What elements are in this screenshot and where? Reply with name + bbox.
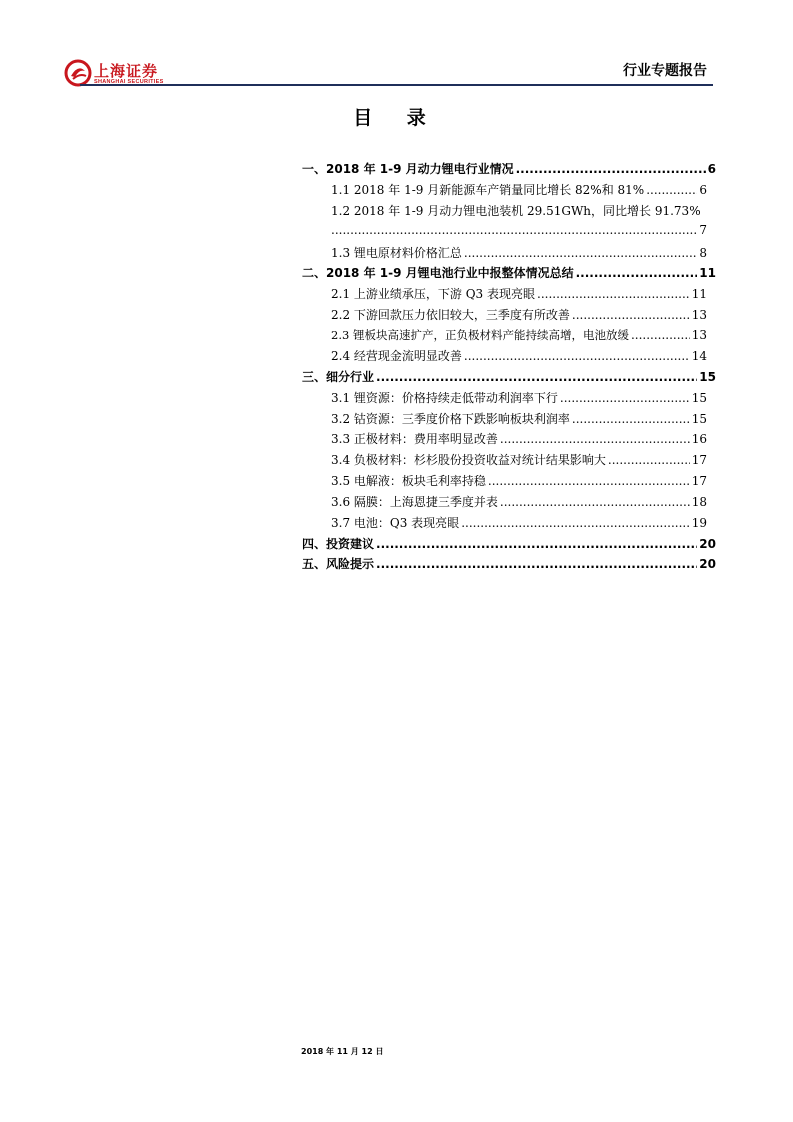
toc-entry-page: 8: [699, 246, 707, 260]
toc-leader-dots: [376, 537, 697, 551]
toc-entry-text: 一、2018 年 1-9 月动力锂电行业情况: [302, 162, 514, 176]
toc-entry-3-4[interactable]: [331, 451, 707, 469]
toc-leader-dots: [572, 308, 690, 322]
toc-leader-dots: [488, 474, 690, 488]
toc-entry-text: 2.2 下游回款压力依旧较大，三季度有所改善: [331, 308, 570, 322]
toc-entry-page: 20: [699, 537, 716, 551]
toc-entry-page: 7: [699, 223, 707, 237]
toc-entry-text: 2.1 上游业绩承压，下游 Q3 表现亮眼: [331, 287, 536, 301]
toc-entry-chapter-5[interactable]: [302, 555, 716, 573]
toc-entry-page: 6: [699, 183, 707, 197]
toc-entry-2-3[interactable]: [331, 327, 707, 345]
toc-entry-chapter-2[interactable]: [302, 264, 716, 282]
toc-entry-chapter-4[interactable]: [302, 535, 716, 553]
toc-leader-dots: [537, 287, 690, 301]
toc-entry-text: 3.7 电池：Q3 表现亮眼: [331, 516, 460, 530]
toc-entry-text: 2.3 锂板块高速扩产，正负极材料产能持续高增，电池放缓: [331, 328, 629, 342]
toc-entry-1-1[interactable]: [331, 181, 707, 199]
header-divider: [80, 84, 713, 86]
toc-entry-text: 3.6 隔膜：上海恩捷三季度并表: [331, 495, 498, 509]
toc-entry-text: 1.3 锂电原材料价格汇总: [331, 246, 462, 260]
toc-entry-page: 6: [707, 162, 716, 176]
toc-entry-page: 17: [691, 474, 707, 488]
toc-entry-3-2[interactable]: [331, 410, 707, 428]
toc-leader-dots: [376, 557, 697, 571]
toc-entry-chapter-3[interactable]: [302, 368, 716, 386]
toc-entry-text: 二、2018 年 1-9 月锂电池行业中报整体情况总结: [302, 266, 574, 280]
toc-leader-dots: [560, 391, 690, 405]
toc-entry-page: 17: [691, 453, 707, 467]
toc-entry-3-3[interactable]: [331, 430, 707, 448]
toc-leader-dots: [461, 516, 690, 530]
logo-chinese-name: 上海证券: [94, 62, 159, 80]
toc-entry-1-2-continuation[interactable]: [331, 223, 707, 241]
toc-entry-page: 14: [691, 349, 707, 363]
toc-leader-dots: [464, 246, 697, 260]
toc-leader-dots: [516, 162, 706, 176]
toc-leader-dots: [500, 432, 690, 446]
toc-leader-dots: [376, 370, 697, 384]
toc-entry-3-7[interactable]: [331, 514, 707, 532]
toc-entry-text: 3.5 电解液：板块毛利率持稳: [331, 474, 486, 488]
toc-leader-dots: [464, 349, 690, 363]
report-date: 2018 年 11 月 12 日: [301, 1047, 384, 1056]
toc-entry-3-6[interactable]: [331, 493, 707, 511]
toc-entry-1-2[interactable]: [331, 202, 707, 220]
toc-title: 目 录: [353, 107, 440, 129]
toc-entry-3-1[interactable]: [331, 389, 707, 407]
toc-entry-text: 3.3 正极材料：费用率明显改善: [331, 432, 498, 446]
toc-entry-chapter-1[interactable]: [302, 160, 716, 178]
toc-entry-page: 19: [691, 516, 707, 530]
toc-entry-page: 18: [691, 495, 707, 509]
toc-entry-text: 五、风险提示: [302, 557, 375, 571]
toc-entry-page: 15: [691, 412, 707, 426]
toc-leader-dots: [631, 328, 690, 342]
toc-entry-text: 1.2 2018 年 1-9 月动力锂电池装机 29.51GWh，同比增长 91.73%: [331, 204, 701, 218]
toc-entry-1-3[interactable]: [331, 244, 707, 262]
toc-leader-dots: [576, 266, 698, 280]
toc-entry-page: 13: [691, 308, 707, 322]
toc-leader-dots: [331, 223, 697, 237]
toc-entry-3-5[interactable]: [331, 472, 707, 490]
toc-leader-dots: [608, 453, 690, 467]
logo-english-name: SHANGHAI SECURITIES: [94, 79, 164, 85]
toc-entry-text: 3.2 钴资源：三季度价格下跌影响板块利润率: [331, 412, 570, 426]
report-type-label: 行业专题报告: [623, 63, 707, 79]
toc-entry-2-1[interactable]: [331, 285, 707, 303]
toc-entry-text: 3.4 负极材料：杉杉股份投资收益对统计结果影响大: [331, 453, 606, 467]
toc-entry-page: 16: [691, 432, 707, 446]
toc-leader-dots: [572, 412, 690, 426]
toc-leader-dots: [646, 183, 697, 197]
toc-entry-page: 20: [699, 557, 716, 571]
toc-entry-page: 11: [691, 287, 707, 301]
toc-entry-page: 15: [699, 370, 716, 384]
toc-entry-2-2[interactable]: [331, 306, 707, 324]
toc-entry-page: 13: [691, 328, 707, 342]
toc-entry-page: 11: [699, 266, 716, 280]
toc-entry-text: 2.4 经营现金流明显改善: [331, 349, 462, 363]
logo-emblem-icon: [64, 59, 92, 87]
toc-entry-text: 四、投资建议: [302, 537, 375, 551]
toc-entry-text: 1.1 2018 年 1-9 月新能源车产销量同比增长 82%和 81%: [331, 183, 645, 197]
toc-entry-text: 3.1 锂资源：价格持续走低带动利润率下行: [331, 391, 558, 405]
toc-entry-2-4[interactable]: [331, 347, 707, 365]
toc-entry-text: 三、细分行业: [302, 370, 375, 384]
toc-entry-page: 15: [691, 391, 707, 405]
toc-leader-dots: [500, 495, 690, 509]
